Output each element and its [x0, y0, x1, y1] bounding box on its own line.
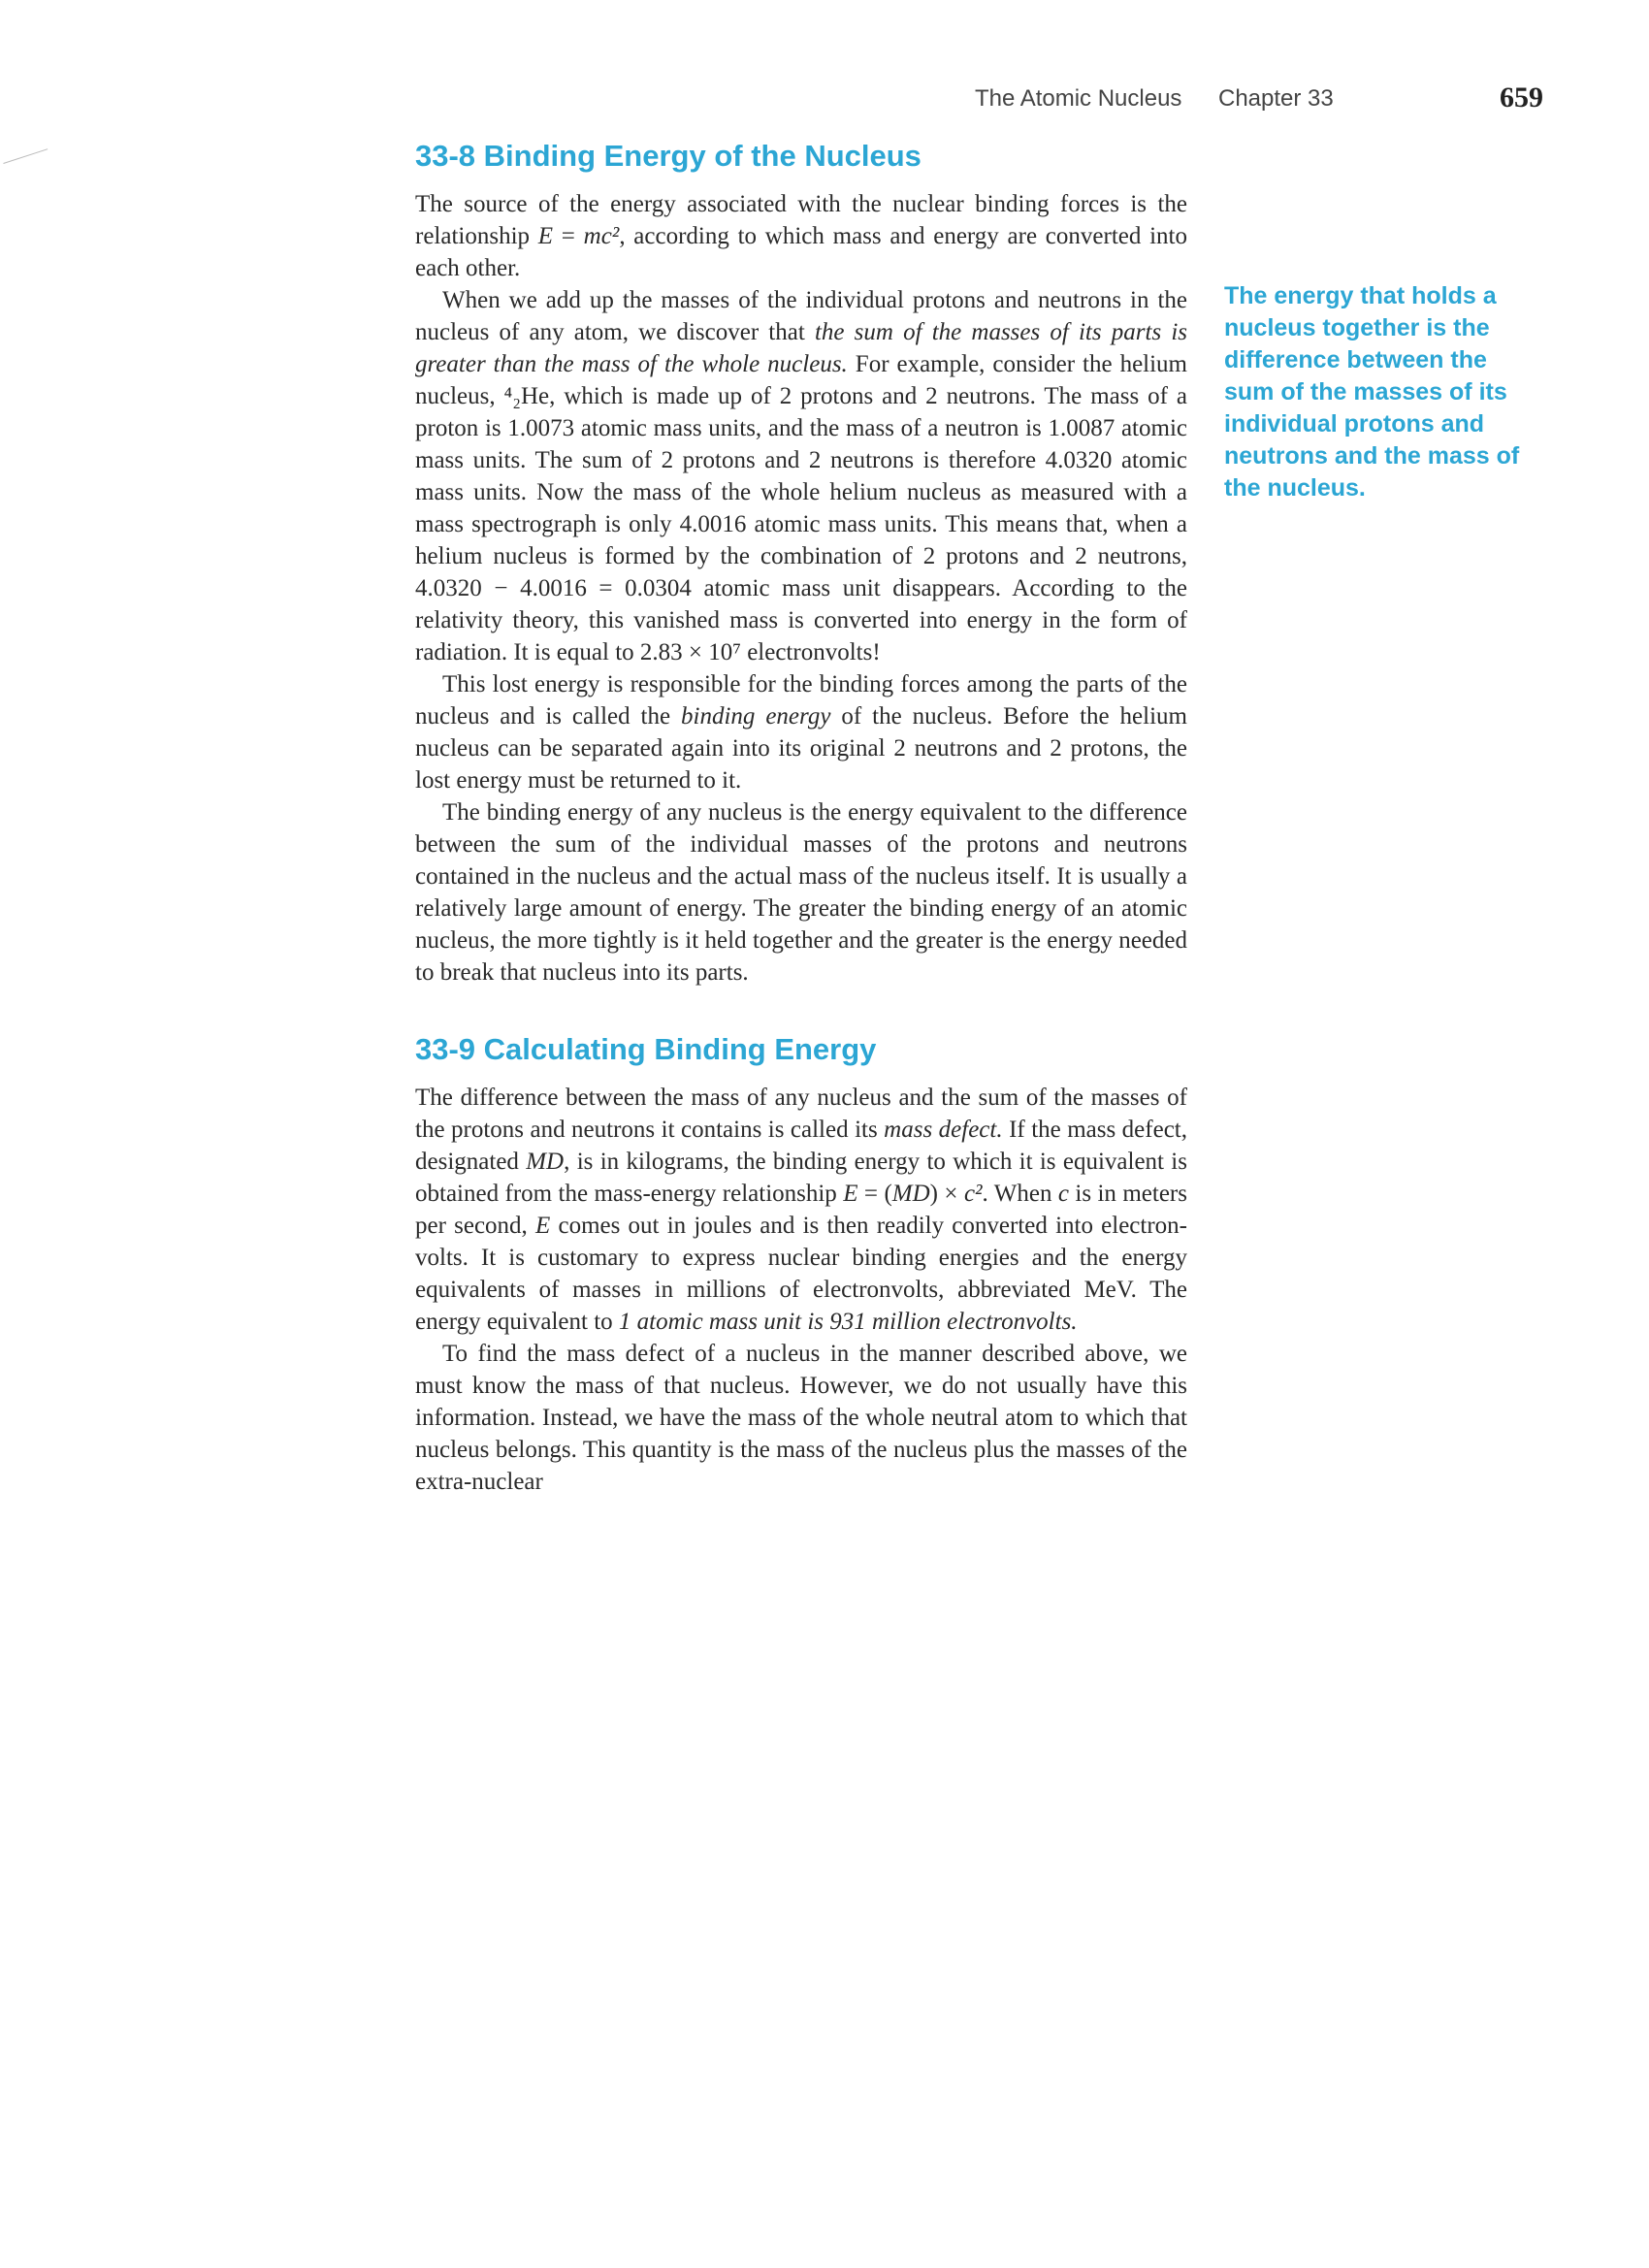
- running-title: The Atomic Nucleus: [975, 85, 1182, 112]
- section-heading: 33-8 Binding Energy of the Nucleus: [415, 139, 922, 173]
- emphasis-text: binding energy: [681, 703, 831, 729]
- emphasis-text: c: [1057, 1181, 1069, 1207]
- emphasis-text: E: [537, 223, 554, 249]
- paragraph: [415, 668, 1187, 796]
- section-heading: 33-9 Calculating Binding Energy: [415, 1032, 877, 1066]
- text-run: . When: [982, 1181, 1058, 1207]
- emphasis-text: E: [535, 1213, 551, 1239]
- emphasis-text: c²: [963, 1181, 983, 1207]
- emphasis-text: mc²: [583, 223, 620, 249]
- text-run: = (: [857, 1181, 892, 1207]
- text-run: To find the mass defect of a nucleus in the manner described above, we must know the mass of that nucleus. However, we do not usually have this information. Instead, we have the mass of the whole neutral atom to which that nucleus belongs. This quantity is the mass of the nucleus plus the masses of the extra-nuclear: [415, 1341, 1187, 1495]
- text-run: If the mass defect, designated: [415, 1117, 1187, 1175]
- emphasis-text: the sum of the masses of its parts is greater than the mass of the whole nucleus.: [415, 319, 1187, 377]
- paragraph: [415, 1338, 1187, 1498]
- text-run: This lost energy is responsible for the binding forces among the parts of the nucleus and is called the: [415, 671, 1187, 729]
- text-run: The difference between the mass of any nucleus and the sum of the masses of the protons and neutrons it contains is called its: [415, 1085, 1187, 1143]
- text-run: The binding energy of any nucleus is the energy equivalent to the difference between the sum of the individual masses of the protons and neutrons contained in the nucleus and the actual mass of the nucleus itself. It is usually a relatively large amount of energy. The greater the binding energy of an atomic nucleus, the more tightly is it held together and the greater is the energy needed to break that nucleus into its parts.: [415, 799, 1187, 986]
- text-run: of the nucleus. Before the helium nucleus can be separated again into its original 2 neutrons and 2 protons, the lost energy must be returned to it.: [415, 703, 1187, 794]
- scan-mark: [3, 148, 54, 186]
- text-run: is in meters per second,: [415, 1181, 1187, 1239]
- emphasis-text: 1 atomic mass unit is 931 million electronvolts.: [618, 1309, 1078, 1335]
- paragraph: [415, 188, 1187, 284]
- emphasis-text: MD: [526, 1149, 565, 1175]
- main-column: [415, 136, 1187, 1498]
- paragraph: [415, 284, 1187, 668]
- section-33-8: [415, 136, 1187, 988]
- text-run: , is in kilograms, the binding energy to which it is equivalent is obtained from the mass-energy relationship: [415, 1149, 1187, 1207]
- paragraph: [415, 1082, 1187, 1338]
- text-run: The source of the energy associated with the nuclear binding forces is the relationship: [415, 191, 1187, 249]
- text-run: When we add up the masses of the individual protons and neutrons in the nucleus of any atom, we discover that: [415, 287, 1187, 345]
- paragraph: [415, 796, 1187, 988]
- page-header: [960, 81, 1547, 120]
- text-run: comes out in joules and is then readily converted into electronvolts. It is customary to express nuclear binding energies and the energy equivalents of masses in millions of electronvolts, abbreviated MeV. The energy equivalent to: [415, 1213, 1187, 1335]
- text-run: ) ×: [929, 1181, 964, 1207]
- emphasis-text: mass defect.: [884, 1117, 1003, 1143]
- text-run: For example, consider the helium nucleus, ⁴₂He, which is made up of 2 protons and 2 neutrons. The mass of a proton is 1.0073 atomic mass units, and the mass of a neutron is 1.0087 atomic mass units. The sum of 2 protons and 2 neutrons is therefore 4.0320 atomic mass units. Now the mass of the whole helium nucleus as measured with a mass spectrograph is only 4.0016 atomic mass units. This means that, when a helium nucleus is formed by the combination of 2 protons and 2 neutrons, 4.0320 − 4.0016 = 0.0304 atomic mass unit disappears. According to the relativity theory, this vanished mass is converted into energy in the form of radiation. It is equal to 2.83 × 10⁷ electronvolts!: [415, 351, 1188, 665]
- margin-note: The energy that holds a nucleus together is the difference between the sum of the masses of its individual protons and neutrons and the mass of the nucleus.: [1224, 282, 1520, 502]
- chapter-label: Chapter 33: [1218, 85, 1334, 112]
- page-number: 659: [1500, 81, 1543, 113]
- text-run: =: [553, 223, 584, 249]
- emphasis-text: MD: [891, 1181, 930, 1207]
- emphasis-text: E: [843, 1181, 858, 1207]
- text-run: , according to which mass and energy are converted into each other.: [415, 223, 1187, 281]
- section-33-9: [415, 1029, 1187, 1498]
